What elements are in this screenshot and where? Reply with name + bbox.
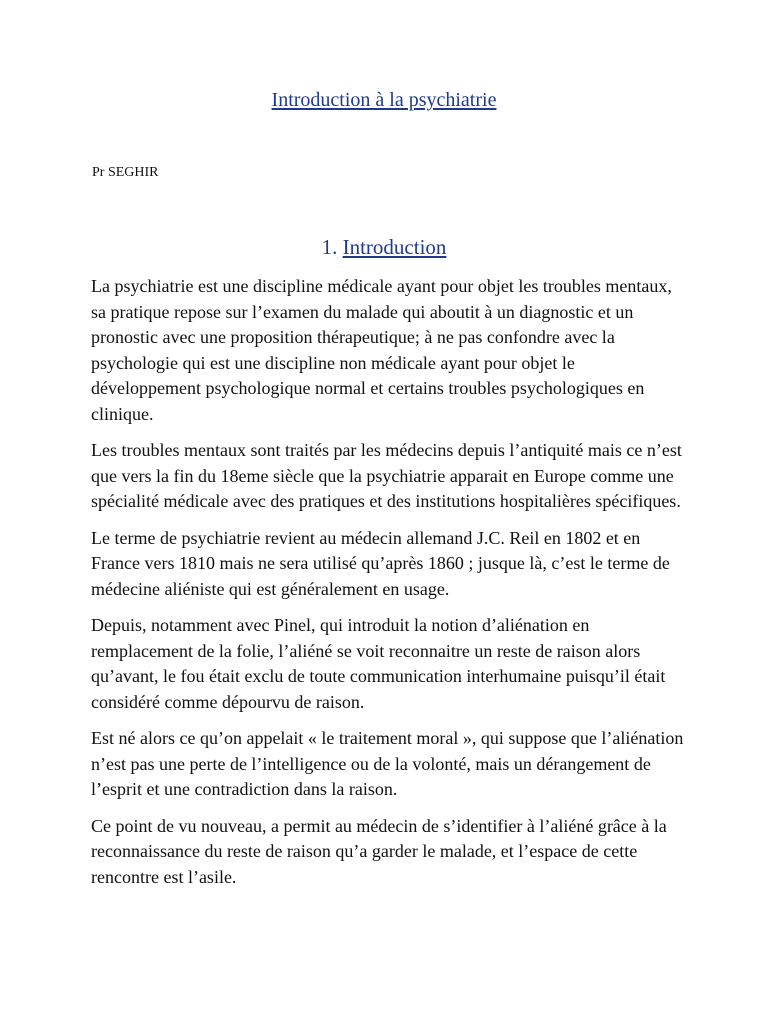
paragraph-6: Ce point de vu nouveau, a permit au médecin de s’identifier à l’aliéné grâce à la reconnaissance du reste de raison qu’a garder le malade, et l’espace de cette rencontre est l’asile. (91, 815, 667, 887)
section-number: 1. (321, 235, 338, 259)
paragraph-4: Depuis, notamment avec Pinel, qui introduit la notion d’aliénation en remplacement de la folie, l’aliéné se voit reconnaitre un reste de raison alors qu’avant, le fou était exclu de toute communication interhumaine puisqu’il était considéré comme dépourvu de raison. (91, 615, 666, 712)
section-label: Introduction (342, 235, 447, 259)
section-heading (0, 234, 768, 260)
paragraph-1: La psychiatrie est une discipline médicale ayant pour objet les troubles mentaux, sa pratique repose sur l’examen du malade qui aboutit à un diagnostic et un pronostic avec une proposition thérapeutique; à ne pas confondre avec la psychologie qui est une discipline non médicale ayant pour objet le développement psychologique normal et certains troubles psychologiques en clinique. (91, 276, 672, 424)
paragraph-5: Est né alors ce qu’on appelait « le traitement moral », qui suppose que l’aliénation n’est pas une perte de l’intelligence ou de la volonté, mais un dérangement de l’esprit et une contradiction dans la raison. (91, 728, 684, 799)
document-title (0, 87, 768, 113)
paragraph-2: Les troubles mentaux sont traités par les médecins depuis l’antiquité mais ce n’est que vers la fin du 18eme siècle que la psychiatrie apparait en Europe comme une spécialité médicale avec des pratiques et des institutions hospitalières spécifiques. (91, 440, 682, 511)
paragraph-3: Le terme de psychiatrie revient au médecin allemand J.C. Reil en 1802 et en France vers 1810 mais ne sera utilisé qu’après 1860 ; jusque là, c’est le terme de médecine aliéniste qui est généralement en usage. (91, 527, 670, 599)
document-title-text: Introduction à la psychiatrie (271, 89, 497, 111)
author-line: Pr SEGHIR (92, 165, 159, 180)
body-text (91, 274, 686, 901)
